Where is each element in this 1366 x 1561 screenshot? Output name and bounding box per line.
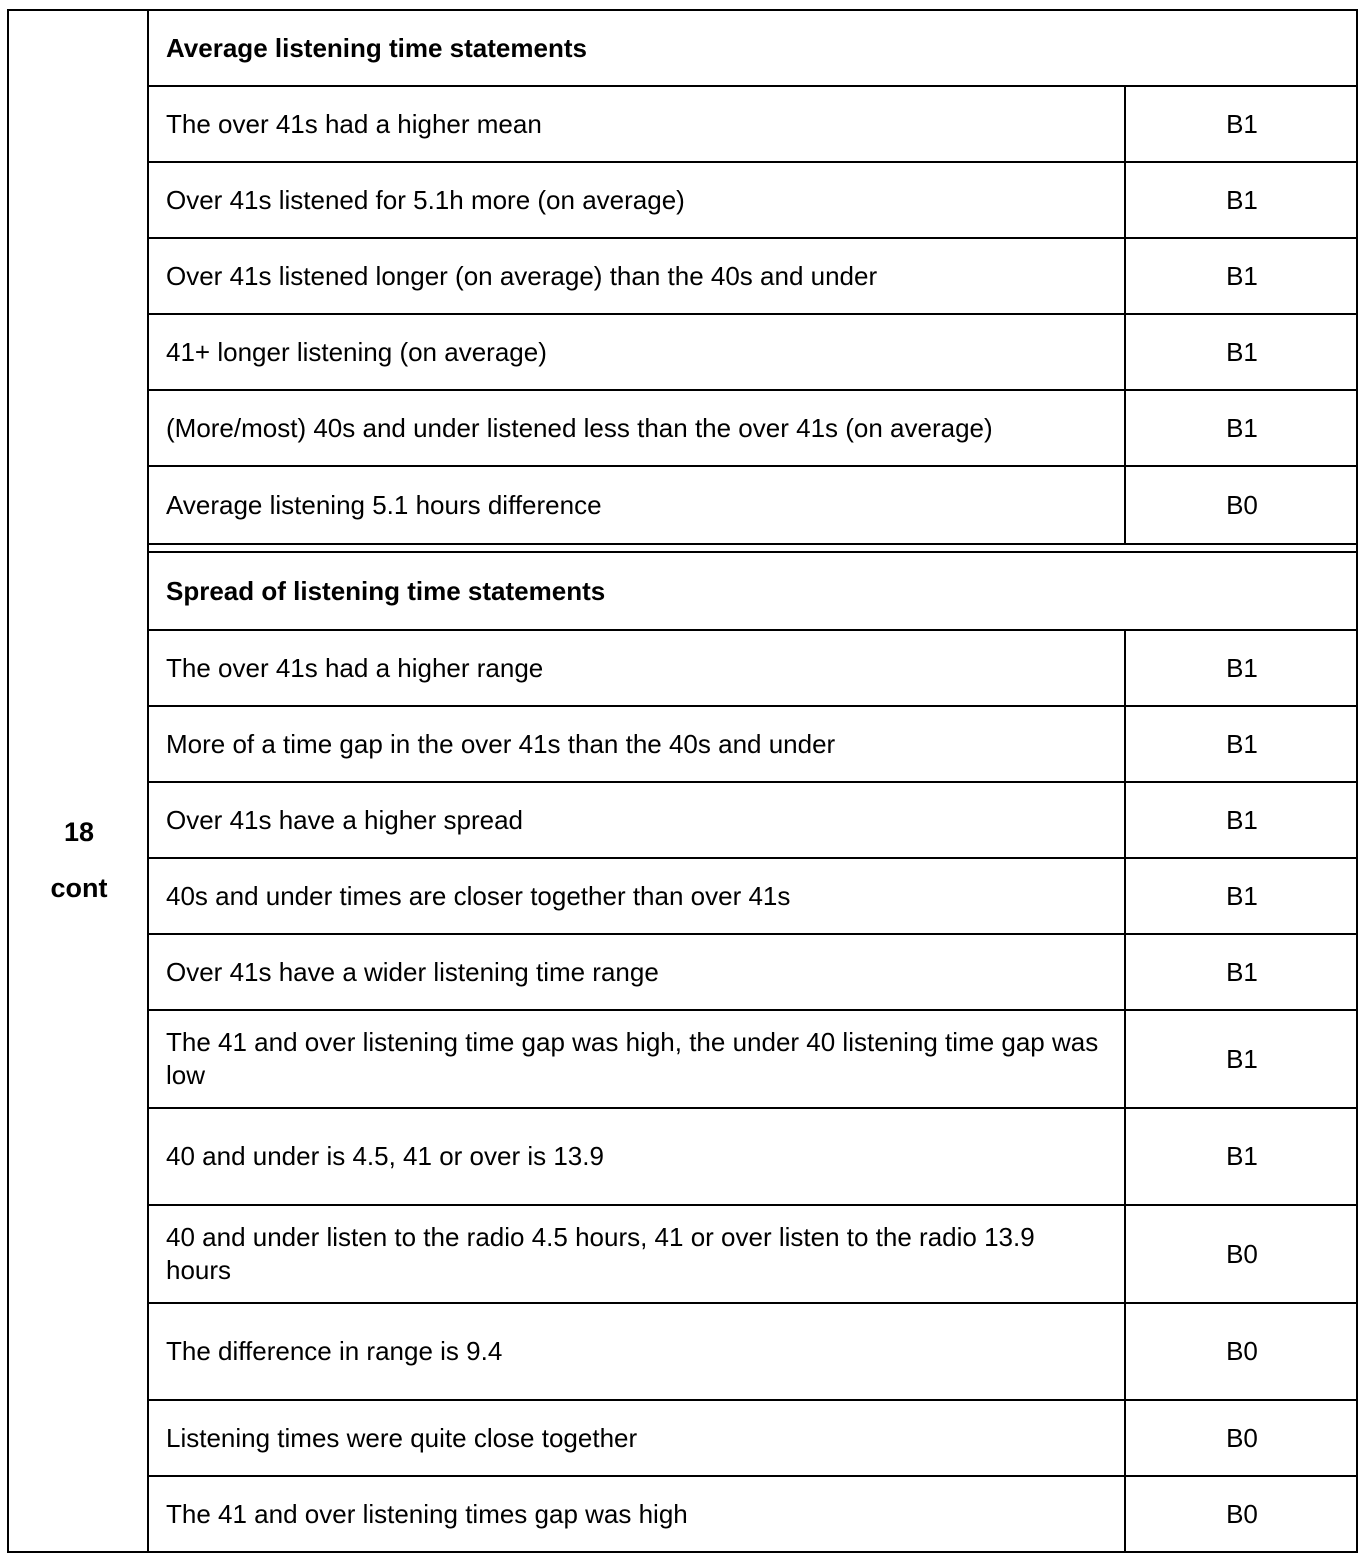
table-row <box>149 1011 1358 1109</box>
mark-cell: B1 <box>1226 880 1258 911</box>
section-heading-spread <box>149 553 1358 631</box>
mark-cell: B1 <box>1226 1141 1258 1171</box>
mark-cell: B1 <box>1226 956 1258 987</box>
mark-cell: B0 <box>1226 1238 1258 1269</box>
statement-cell: The difference in range is 9.4 <box>149 1304 1126 1399</box>
statement-cell: More of a time gap in the over 41s than the 40s and under <box>149 707 1126 781</box>
statement-cell: 40 and under listen to the radio 4.5 hours, 41 or over listen to the radio 13.9 hours <box>149 1206 1126 1302</box>
mark-cell: B1 <box>1226 336 1258 367</box>
table-row <box>149 1304 1358 1401</box>
statement-cell: The over 41s had a higher mean <box>149 87 1126 161</box>
section-heading-text: Spread of listening time statements <box>166 575 606 606</box>
statement-cell: 41+ longer listening (on average) <box>149 315 1126 389</box>
statement-cell: Listening times were quite close together <box>149 1401 1126 1475</box>
question-number: 18 <box>63 817 95 847</box>
statement-cell: The 41 and over listening time gap was high, the under 40 listening time gap was low <box>149 1011 1126 1107</box>
mark-cell: B1 <box>1226 1043 1258 1074</box>
mark-cell: B1 <box>1226 184 1258 215</box>
question-number-cell <box>9 11 149 1551</box>
mark-cell: B1 <box>1226 804 1258 835</box>
table-row <box>149 1109 1358 1206</box>
mark-cell: B1 <box>1226 412 1258 443</box>
mark-cell: B0 <box>1226 1422 1258 1453</box>
table-row <box>149 315 1358 391</box>
statement-cell: The 41 and over listening times gap was high <box>149 1477 1126 1551</box>
statement-cell: 40 and under is 4.5, 41 or over is 13.9 <box>149 1109 1126 1204</box>
mark-cell: B0 <box>1226 1336 1258 1366</box>
section-heading-average <box>149 11 1358 87</box>
section-divider <box>149 545 1358 553</box>
table-row <box>149 1206 1358 1304</box>
table-row <box>149 631 1358 707</box>
mark-scheme-table <box>7 9 1358 1553</box>
table-row <box>149 783 1358 859</box>
statement-cell: Over 41s listened for 5.1h more (on average) <box>149 163 1126 237</box>
statement-cell: (More/most) 40s and under listened less than the over 41s (on average) <box>149 391 1126 465</box>
table-row <box>149 859 1358 935</box>
statement-cell: Over 41s have a wider listening time range <box>149 935 1126 1009</box>
statement-cell: The over 41s had a higher range <box>149 631 1126 705</box>
statement-cell: Over 41s have a higher spread <box>149 783 1126 857</box>
table-row <box>149 935 1358 1011</box>
table-row <box>149 467 1358 545</box>
mark-cell: B1 <box>1226 728 1258 759</box>
mark-cell: B0 <box>1226 489 1258 520</box>
table-row <box>149 163 1358 239</box>
statement-cell: 40s and under times are closer together than over 41s <box>149 859 1126 933</box>
mark-cell: B0 <box>1226 1498 1258 1529</box>
table-row <box>149 87 1358 163</box>
table-row <box>149 1477 1358 1551</box>
table-row <box>149 1401 1358 1477</box>
question-continued-label: cont <box>50 873 108 903</box>
table-row <box>149 707 1358 783</box>
statement-cell: Average listening 5.1 hours difference <box>149 467 1126 543</box>
mark-cell: B1 <box>1226 108 1258 139</box>
mark-cell: B1 <box>1226 652 1258 683</box>
mark-cell: B1 <box>1226 260 1258 291</box>
table-row <box>149 391 1358 467</box>
statement-cell: Over 41s listened longer (on average) than the 40s and under <box>149 239 1126 313</box>
table-row <box>149 239 1358 315</box>
section-heading-text: Average listening time statements <box>166 32 587 63</box>
